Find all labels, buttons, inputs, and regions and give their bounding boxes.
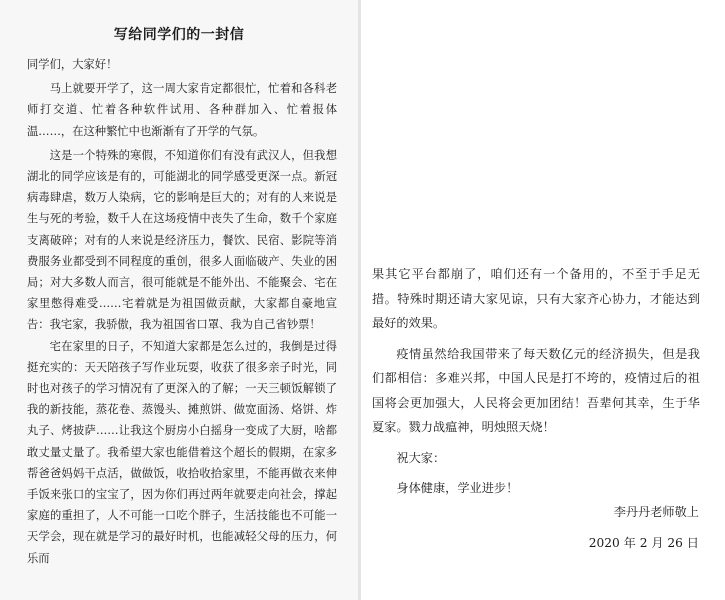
date: 2020 年 2 月 26 日	[588, 536, 699, 550]
closing-wish: 身体健康，学业进步！	[396, 481, 519, 495]
continuation-paragraph: 果其它平台都崩了，咱们还有一个备用的，不至于手足无措。特殊时期还请大家见谅，只有大家齐心协力，才能达到最好的效果。	[372, 267, 700, 330]
greeting: 同学们，大家好！	[27, 58, 118, 71]
left-page-text	[27, 54, 337, 569]
letter-title: 写给同学们的一封信	[113, 27, 245, 43]
paragraph-3: 宅在家里的日子，不知道大家都是怎么过的，我倒是过得挺充实的：天天陪孩子写作业玩耍，收获了很多亲子时光，同时也对孩子的学习情况有了更深入的了解；一天三顿饭解锁了我的新技能，蒸花卷、蒸馒头、摊煎饼、做宽面汤、烙饼、炸丸子、烤披萨……让我这个厨房小白摇身一变成了大厨，啥都敢丈量丈量了。我希望大家也能借着这个超长的假期，在家多帮爸爸妈妈干点活，做做饭，收拾收拾家里，不能再做衣来伸手饭来张口的宝宝了，因为你们再过两年就要走向社会，撑起家庭的重担了，人不可能一口吃个胖子，生活技能也不可能一天学会，现在就是学习的最好时机，也能减轻父母的压力，何乐而	[27, 339, 337, 565]
paragraph-2: 这是一个特殊的寒假，不知道你们有没有武汉人，但我想湖北的同学应该是有的，可能湖北的同学感受更深一点。新冠病毒肆虐，数万人染病，它的影响是巨大的；对有的人来说是生与死的考验，数千人在这场疫情中丧失了生命，数千个家庭支离破碎；对有的人来说是经济压力，餐饮、民宿、影院等消费服务业都受到不同程度的重创，很多人面临破产、失业的困局；对大多数人而言，很可能就是不能外出、不能聚会、宅在家里憋得难受……宅着就是为祖国做贡献，大家都自豪地宣告：我宅家，我骄傲，我为祖国省口罩、我为自己省钞票！	[27, 148, 337, 332]
paragraph-1: 马上就要开学了，这一周大家肯定都很忙，忙着和各科老师打交道、忙着各种软件试用、各种群加入、忙着报体温……，在这种繁忙中也渐渐有了开学的气氛。	[27, 82, 337, 138]
closing-paragraph: 疫情虽然给我国带来了每天数亿元的经济损失，但是我们都相信：多难兴邦，中国人民是打不垮的，疫情过后的祖国将会更加强大，人民将会更加团结！吾辈何其幸，生于华夏家。戮力战瘟神，明烛照天烧！	[372, 346, 700, 434]
signature: 李丹丹老师敬上	[613, 505, 699, 519]
right-page-text	[372, 262, 700, 501]
closing-salutation: 祝大家：	[396, 450, 446, 465]
